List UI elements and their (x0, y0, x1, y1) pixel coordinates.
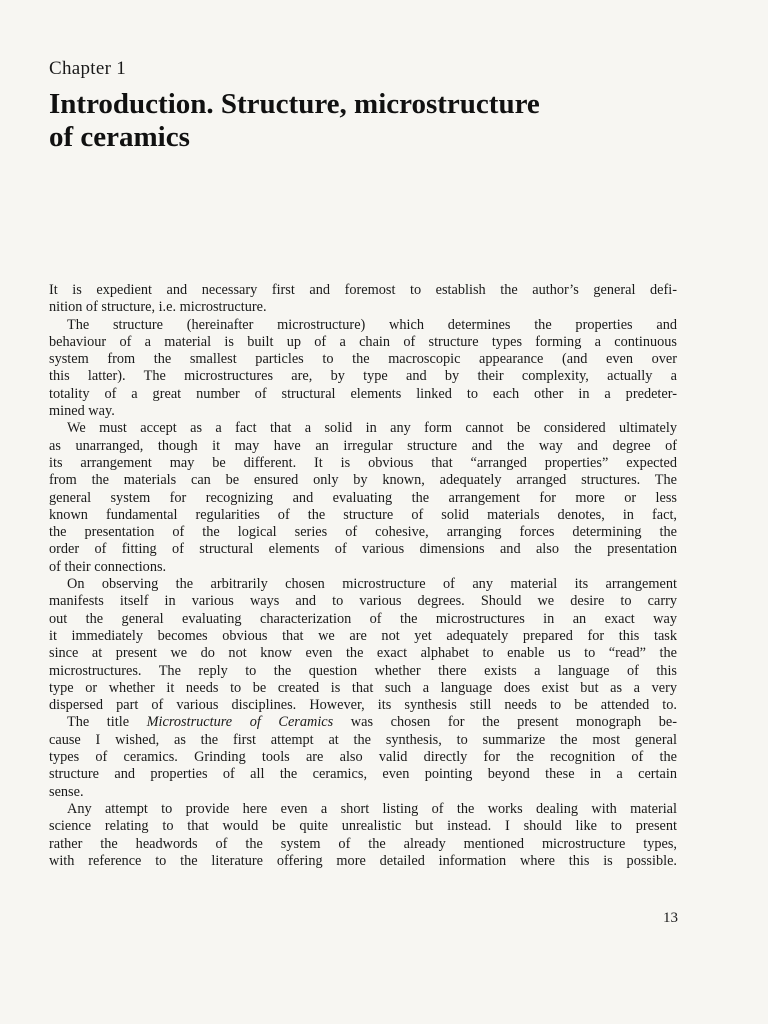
chapter-title-line: Introduction. Structure, microstructure (49, 88, 540, 120)
text-line: out the general evaluating characterization of the microstructures in an exact way (49, 610, 677, 627)
text-line: sense. (49, 783, 84, 800)
text-line: general system for recognizing and evaluating the arrangement for more or less (49, 489, 677, 506)
text-line: behaviour of a material is built up of a chain of structure types forming a continuous (49, 333, 677, 350)
paragraph-3 (49, 420, 677, 576)
body-text (49, 282, 677, 870)
text-line: with reference to the literature offering more detailed information where this is possible. (49, 852, 677, 869)
text-line: of their connections. (49, 558, 167, 575)
paragraph-5 (49, 714, 677, 800)
text-line: from the materials can be ensured only by known, adequately arranged structures. The (49, 472, 677, 489)
chapter-label: Chapter 1 (49, 58, 127, 79)
text-run: was chosen for the present monograph be- (333, 714, 677, 731)
text-line: it immediately becomes obvious that we are not yet adequately prepared for this task (49, 627, 677, 644)
text-line: We must accept as a fact that a solid in any form cannot be considered ultimately (67, 420, 677, 437)
text-line: this latter). The microstructures are, by type and by their complexity, actually a (49, 368, 677, 385)
text-line: types of ceramics. Grinding tools are also valid directly for the recognition of the (49, 749, 677, 766)
text-line: manifests itself in various ways and to various degrees. Should we desire to carry (49, 593, 677, 610)
book-title: Microstructure of Ceramics (146, 714, 334, 731)
text-line: cause I wished, as the first attempt at the synthesis, to summarize the most general (49, 731, 677, 748)
text-line: as unarranged, though it may have an irregular structure and the way and degree of (49, 437, 677, 454)
paragraph-6 (49, 801, 677, 870)
text-line: On observing the arbitrarily chosen microstructure of any material its arrangement (67, 576, 677, 593)
text-line: order of fitting of structural elements of various dimensions and also the presentation (49, 541, 677, 558)
text-line: totality of a great number of structural elements linked to each other in a predeter- (49, 385, 677, 402)
text-run: The title (67, 714, 147, 731)
text-line: structure and properties of all the ceramics, even pointing beyond these in a certain (49, 766, 677, 783)
text-line: since at present we do not know even the exact alphabet to enable us to “read” the (49, 645, 677, 662)
text-line: system from the smallest particles to the macroscopic appearance (and even over (49, 351, 677, 368)
text-line: its arrangement may be different. It is obvious that “arranged properties” expected (49, 454, 677, 471)
paragraph-1 (49, 282, 677, 317)
chapter-title-line: of ceramics (49, 121, 190, 153)
paragraph-4 (49, 576, 677, 714)
text-line: type or whether it needs to be created is that such a language does exist but as a very (49, 679, 677, 696)
text-line: microstructures. The reply to the question whether there exists a language of this (49, 662, 677, 679)
text-line: the presentation of the logical series of cohesive, arranging forces determining the (49, 524, 677, 541)
text-line: The structure (hereinafter microstructure) which determines the properties and (67, 316, 677, 333)
text-line: nition of structure, i.e. microstructure. (49, 299, 267, 316)
chapter-title (49, 88, 669, 154)
text-line: science relating to that would be quite unrealistic but instead. I should like to present (49, 818, 677, 835)
text-line: mined way. (49, 403, 115, 420)
text-line: known fundamental regularities of the structure of solid materials denotes, in fact, (49, 506, 677, 523)
paragraph-2 (49, 317, 677, 421)
page-number: 13 (663, 910, 678, 926)
text-line: dispersed part of various disciplines. However, its synthesis still needs to be attended to. (49, 697, 677, 714)
text-line (49, 714, 677, 731)
text-line: rather the headwords of the system of the already mentioned microstructure types, (49, 835, 677, 852)
text-line: Any attempt to provide here even a short listing of the works dealing with material (67, 800, 677, 817)
text-line: It is expedient and necessary first and foremost to establish the author’s general defi- (49, 282, 677, 298)
